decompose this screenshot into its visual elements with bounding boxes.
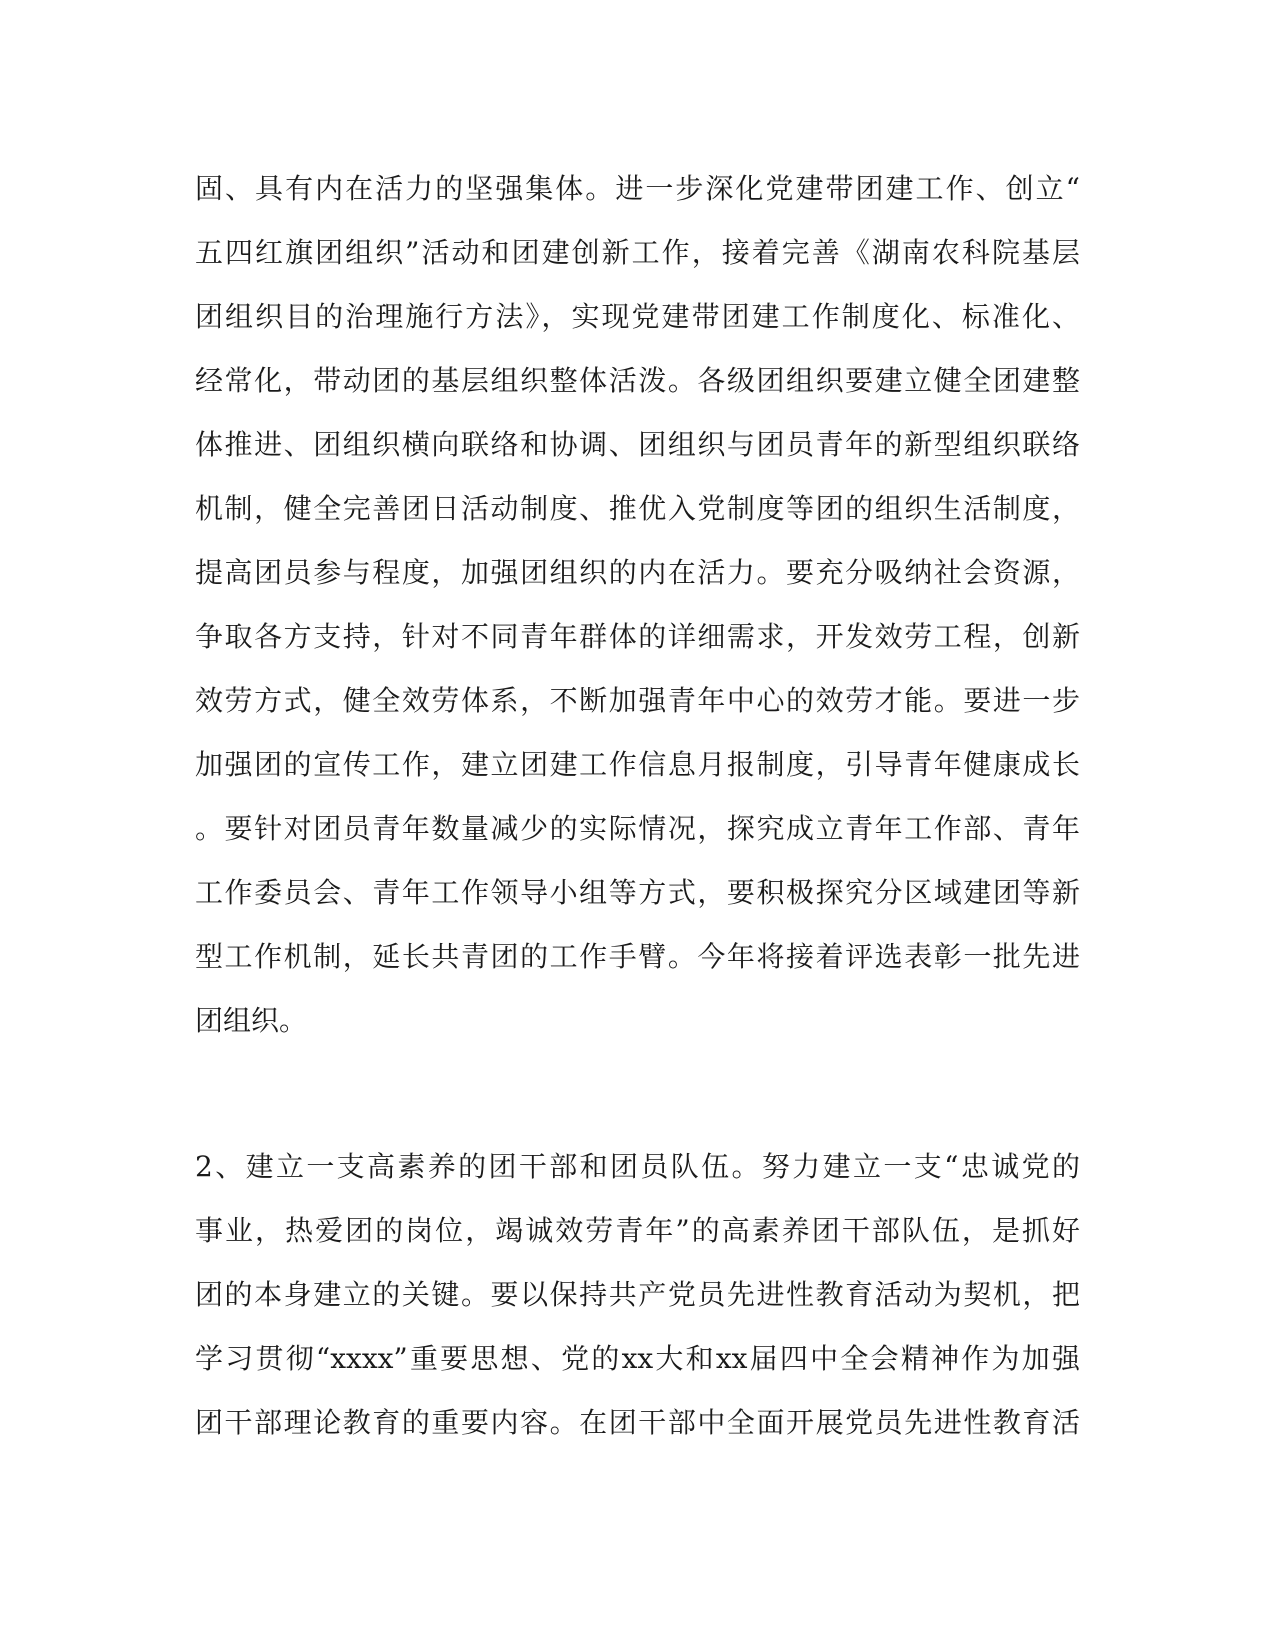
text-line: 型工作机制，延长共青团的工作手臂。今年将接着评选表彰一批先进 [195, 940, 1080, 973]
paragraph-organization-building [195, 157, 1080, 1053]
text-line: 团干部理论教育的重要内容。在团干部中全面开展党员先进性教育活 [195, 1406, 1080, 1439]
text-line: 学习贯彻“xxxx”重要思想、党的xx大和xx届四中全会精神作为加强 [195, 1342, 1080, 1375]
text-line: 经常化，带动团的基层组织整体活泼。各级团组织要建立健全团建整 [195, 364, 1080, 397]
text-line: 工作委员会、青年工作领导小组等方式，要积极探究分区域建团等新 [195, 876, 1080, 909]
text-line: 争取各方支持，针对不同青年群体的详细需求，开发效劳工程，创新 [195, 620, 1080, 653]
text-line: 机制，健全完善团日活动制度、推优入党制度等团的组织生活制度， [195, 492, 1080, 525]
text-line: 体推进、团组织横向联络和协调、团组织与团员青年的新型组织联络 [195, 428, 1080, 461]
paragraph-cadre-team-building [195, 1135, 1080, 1455]
text-line: 事业，热爱团的岗位，竭诚效劳青年”的高素养团干部队伍，是抓好 [195, 1214, 1080, 1247]
text-line: 团组织目的治理施行方法》，实现党建带团建工作制度化、标准化、 [195, 300, 1080, 333]
text-line: 团的本身建立的关键。要以保持共产党员先进性教育活动为契机，把 [195, 1278, 1080, 1311]
text-line: 五四红旗团组织”活动和团建创新工作，接着完善《湖南农科院基层 [195, 236, 1080, 269]
text-line: 团组织。 [195, 1004, 308, 1037]
text-line: 加强团的宣传工作，建立团建工作信息月报制度，引导青年健康成长 [195, 748, 1080, 781]
text-line: 2、建立一支高素养的团干部和团员队伍。努力建立一支“忠诚党的 [195, 1150, 1080, 1183]
text-line: 效劳方式，健全效劳体系，不断加强青年中心的效劳才能。要进一步 [195, 684, 1080, 717]
text-line: 提高团员参与程度，加强团组织的内在活力。要充分吸纳社会资源， [195, 556, 1080, 589]
text-line: 固、具有内在活力的坚强集体。进一步深化党建带团建工作、创立“ [195, 172, 1080, 205]
text-line: 。要针对团员青年数量减少的实际情况，探究成立青年工作部、青年 [195, 812, 1080, 845]
